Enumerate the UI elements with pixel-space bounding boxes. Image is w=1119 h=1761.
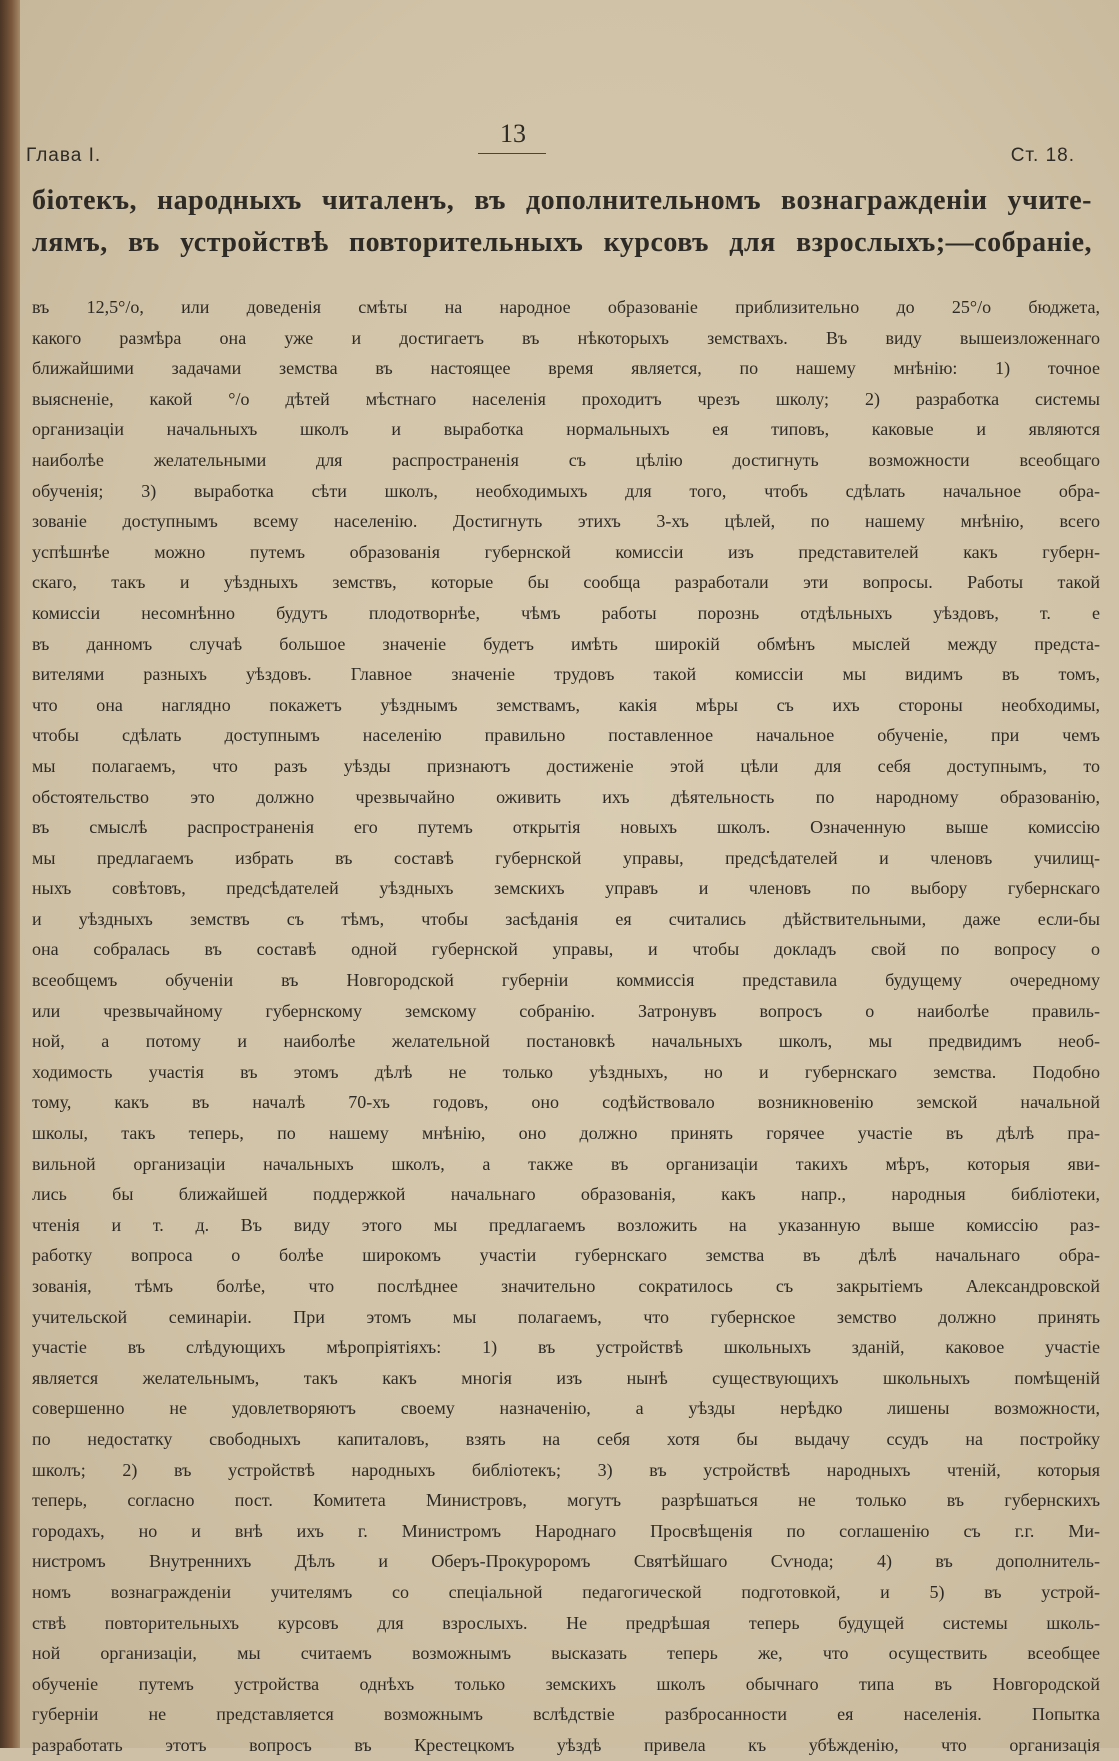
body-line: она собралась въ составѣ одной губернской управы, и чтобы докладъ свой по вопросу о xyxy=(32,939,1100,960)
body-line: тому, какъ въ началѣ 70-хъ годовъ, оно содѣйствовало возникновенію земской начальной xyxy=(32,1092,1100,1113)
body-line: мы предлагаемъ избрать въ составѣ губернской управы, предсѣдателей и членовъ училищ- xyxy=(32,847,1100,868)
body-line: губерніи не представляется возможнымъ вслѣдствіе разбросанности ея населенія. Попытка xyxy=(32,1704,1100,1725)
body-line: ближайшими задачами земства въ настоящее время является, по нашему мнѣнію: 1) точное xyxy=(32,358,1100,379)
page-number-rule xyxy=(478,153,546,154)
body-line: вильной организаціи начальныхъ школъ, а также въ организаціи такихъ мѣръ, которыя яви- xyxy=(32,1153,1100,1174)
body-line: обученія; 3) выработка сѣти школъ, необходимыхъ для того, чтобъ сдѣлать начальное обра- xyxy=(32,480,1100,501)
body-line: обстоятельство это должно чрезвычайно оживить ихъ дѣятельность по народному образованію, xyxy=(32,786,1100,807)
chapter-label: Глава I. xyxy=(26,145,102,166)
body-line: чтобы сдѣлать доступнымъ населенію правильно поставленное начальное обученіе, при чемъ xyxy=(32,725,1100,746)
body-line: ныхъ совѣтовъ, предсѣдателей уѣздныхъ земскихъ управъ и членовъ по выбору губернскаго xyxy=(32,878,1100,899)
body-line: что она наглядно покажетъ уѣзднымъ земствамъ, какія мѣры съ ихъ стороны необходимы, xyxy=(32,694,1100,715)
body-line: номъ вознагражденіи учителямъ со спеціальной педагогической подготовкой, и 5) въ устрой- xyxy=(32,1581,1100,1602)
body-line: городахъ, но и внѣ ихъ г. Министромъ Народнаго Просвѣщенія по соглашенію съ г.г. Ми- xyxy=(32,1520,1100,1541)
body-line: разработать этотъ вопросъ въ Крестецкомъ уѣздѣ привела къ убѣжденію, что организація xyxy=(32,1734,1100,1755)
body-line: скаго, такъ и уѣздныхъ земствъ, которые бы сообща разработали эти вопросы. Работы такой xyxy=(32,572,1100,593)
body-line: и уѣздныхъ земствъ съ тѣмъ, чтобы засѣданія ея считались дѣйствительными, даже если-бы xyxy=(32,908,1100,929)
lead-line: лямъ, въ устройствѣ повторительныхъ курсовъ для взрослыхъ;—собраніе, xyxy=(32,227,1092,258)
body-line: въ данномъ случаѣ большое значеніе будетъ имѣть широкій обмѣнъ мыслей между предста- xyxy=(32,633,1100,654)
body-line: обученіе путемъ устройства однѣхъ только земскихъ школъ обычнаго типа въ Новгородской xyxy=(32,1673,1100,1694)
body-line: лись бы ближайшей поддержкой начальнаго образованія, какъ напр., народныя библіотеки, xyxy=(32,1184,1100,1205)
body-line: ной, а потому и наиболѣе желательной постановкѣ начальныхъ школъ, мы предвидимъ необ- xyxy=(32,1031,1100,1052)
body-line: чтенія и т. д. Въ виду этого мы предлагаемъ возложить на указанную выше комиссію раз- xyxy=(32,1214,1100,1235)
body-line: вителями разныхъ уѣздовъ. Главное значеніе трудовъ такой комиссіи мы видимъ въ томъ, xyxy=(32,664,1100,685)
body-line: мы полагаемъ, что разъ уѣзды признаютъ достиженіе этой цѣли для себя доступнымъ, то xyxy=(32,755,1100,776)
body-line: или чрезвычайному губернскому земскому собранію. Затронувъ вопросъ о наиболѣе правиль- xyxy=(32,1000,1100,1021)
body-line: совершенно не удовлетворяютъ своему назначенію, а уѣзды нерѣдко лишены возможности, xyxy=(32,1398,1100,1419)
body-line: зованія, тѣмъ болѣе, что послѣднее значительно сократилось съ закрытіемъ Александровской xyxy=(32,1276,1100,1296)
body-line: всеобщемъ обученіи въ Новгородской губерніи коммиссія представила будущему очередному xyxy=(32,970,1100,991)
page-number: 13 xyxy=(500,119,526,148)
body-line: организаціи начальныхъ школъ и выработка нормальныхъ ея типовъ, каковые и являются xyxy=(32,419,1100,440)
body-line: является желательнымъ, такъ какъ многія изъ нынѣ существующихъ школьныхъ помѣщеній xyxy=(32,1367,1100,1388)
body-line: по недостатку свободныхъ капиталовъ, взять на себя хотя бы выдачу ссудъ на постройку xyxy=(32,1428,1100,1449)
running-header xyxy=(0,115,1119,166)
body-line: въ смыслѣ распространенія его путемъ открытія новыхъ школъ. Означенную выше комиссію xyxy=(32,817,1100,838)
body-line: школъ; 2) въ устройствѣ народныхъ библіотекъ; 3) въ устройствѣ народныхъ чтеній, которыя xyxy=(32,1459,1100,1480)
article-label: Ст. 18. xyxy=(1010,145,1075,166)
body-line: наиболѣе желательными для распространенія съ цѣлію достигнуть возможности всеобщаго xyxy=(32,449,1100,470)
body-line: успѣшнѣе можно путемъ образованія губернской комиссіи изъ представителей какъ губерн- xyxy=(32,541,1100,562)
body-line: учительской семинаріи. При этомъ мы полагаемъ, что губернское земство должно принять xyxy=(32,1306,1100,1327)
body-line: ствѣ повторительныхъ курсовъ для взрослыхъ. Не предрѣшая теперь будущей системы школь- xyxy=(32,1612,1100,1633)
body-line: комиссіи несомнѣнно будутъ плодотворнѣе, чѣмъ работы порознь отдѣльныхъ уѣздовъ, т. е xyxy=(32,602,1100,623)
body-line: школы, такъ теперь, по нашему мнѣнію, оно должно принять горячее участіе въ дѣлѣ пра- xyxy=(32,1123,1100,1144)
body-line: какого размѣра она уже и достигаетъ въ нѣкоторыхъ земствахъ. Въ виду вышеизложеннаго xyxy=(32,327,1100,348)
body-line: выясненіе, какой °/о дѣтей мѣстнаго населенія проходитъ чрезъ школу; 2) разработка системы xyxy=(32,388,1100,409)
book-binding-edge xyxy=(0,0,20,1748)
body-line: ной организаціи, мы считаемъ возможнымъ высказать теперь же, что осуществить всеобщее xyxy=(32,1643,1100,1664)
body-line: теперь, согласно пост. Комитета Министровъ, могутъ разрѣшаться не только въ губернскихъ xyxy=(32,1490,1100,1511)
body-line: работку вопроса о болѣе широкомъ участіи губернскаго земства въ дѣлѣ начальнаго обра- xyxy=(32,1245,1100,1266)
body-line: зованіе доступнымъ всему населенію. Достигнуть этихъ 3-хъ цѣлей, по нашему мнѣнію, всего xyxy=(32,511,1100,532)
lead-line: біотекъ, народныхъ читаленъ, въ дополнительномъ вознагражденіи учите- xyxy=(32,185,1092,216)
body-line: нистромъ Внутреннихъ Дѣлъ и Оберъ-Прокуроромъ Святѣйшаго Сѵнода; 4) въ дополнитель- xyxy=(32,1551,1100,1572)
body-line: въ 12,5°/о, или доведенія смѣты на народное образованіе приблизительно до 25°/о бюджета, xyxy=(32,297,1100,317)
body-paragraph xyxy=(32,292,1100,1761)
lead-paragraph xyxy=(32,180,1092,264)
body-line: участіе въ слѣдующихъ мѣропріятіяхъ: 1) въ устройствѣ школьныхъ зданій, каковое участіе xyxy=(32,1337,1100,1358)
body-line: ходимость участія въ этомъ дѣлѣ не только уѣздныхъ, но и губернскаго земства. Подобно xyxy=(32,1061,1100,1082)
